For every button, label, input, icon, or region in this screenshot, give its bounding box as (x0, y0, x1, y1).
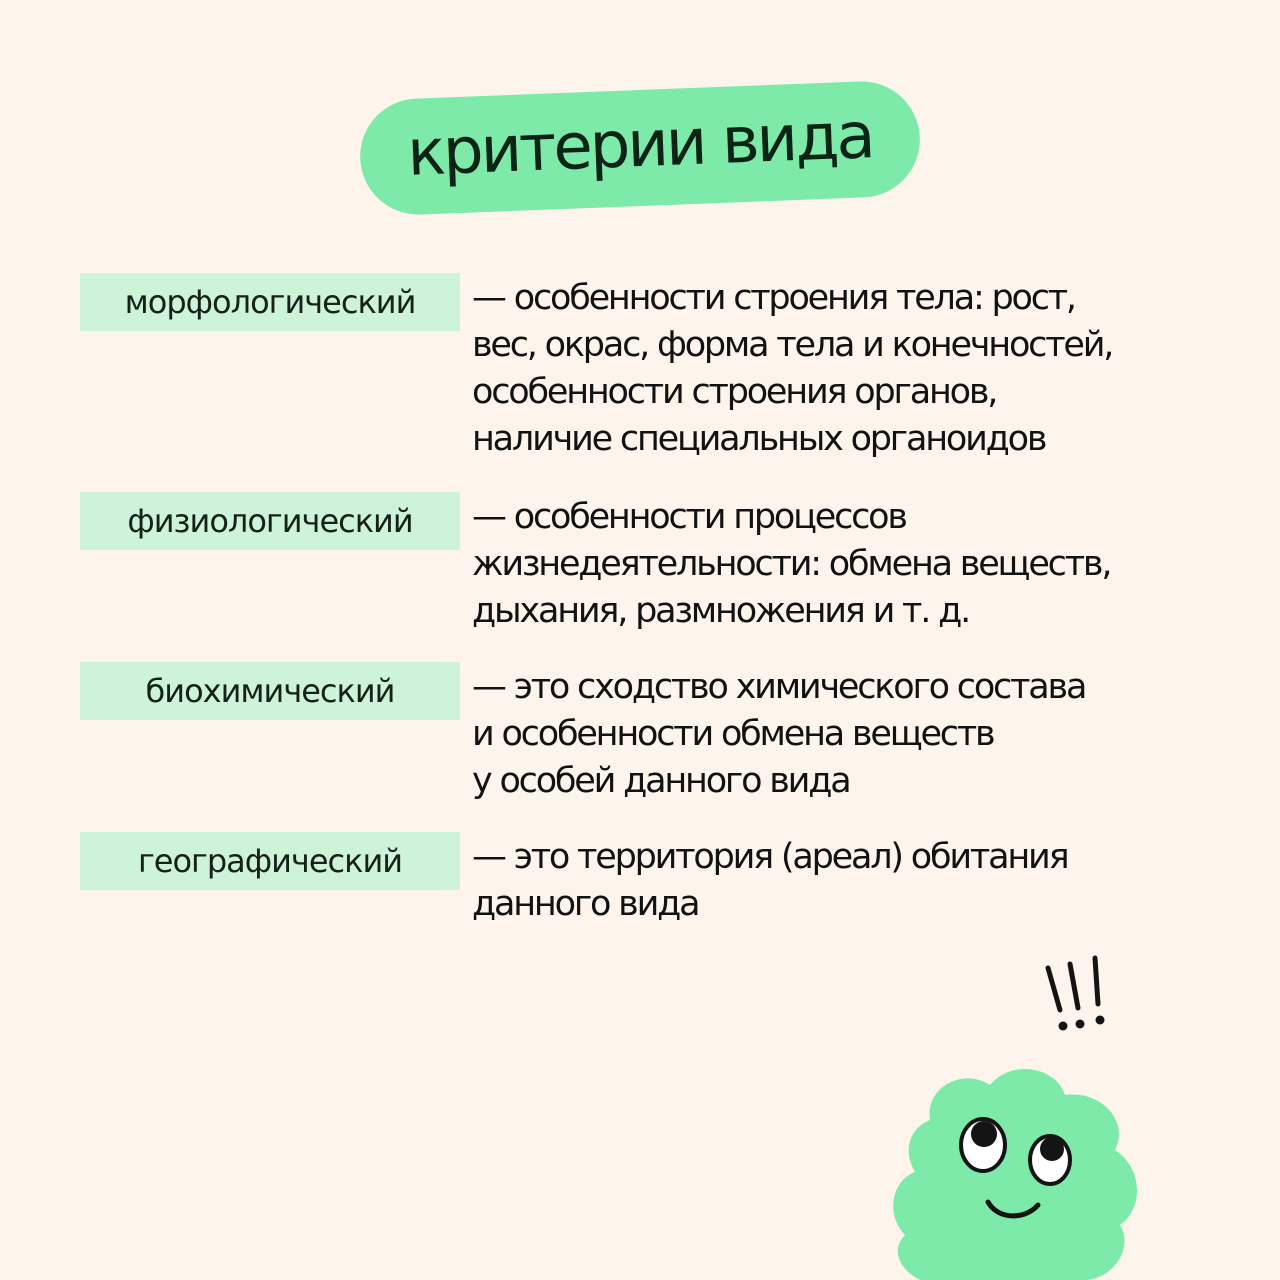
criterion-name: биохимический (145, 672, 395, 710)
title-badge (358, 79, 922, 216)
page-title: критерии вида (405, 99, 874, 191)
exclamation-marks-icon (1048, 958, 1105, 1031)
criterion-description: — это сходство химического состава и особенности обмена веществ у особей данного вида (472, 667, 1086, 801)
criterion-description: — особенности процессов жизнедеятельности: обмена веществ, дыхания, размножения и т. д. (472, 497, 1111, 631)
left-eye (961, 1119, 1005, 1171)
criterion-description: — это территория (ареал) обитания данного вида (472, 837, 1068, 924)
criterion-name: морфологический (124, 283, 416, 321)
blob-body (893, 1069, 1137, 1280)
criterion-description: — особенности строения тела: рост, вес, окрас, форма тела и конечностей, особенности строения органов, наличие специальных органоидов (472, 278, 1113, 459)
criterion-name: физиологический (127, 502, 413, 540)
criterion-tag (80, 273, 460, 331)
criterion-name: географический (137, 842, 403, 880)
criterion-tag (80, 492, 460, 550)
right-eye (1030, 1136, 1070, 1184)
criterion-tag (80, 662, 460, 720)
criterion-tag (80, 832, 460, 890)
mascot-icon (880, 950, 1160, 1280)
